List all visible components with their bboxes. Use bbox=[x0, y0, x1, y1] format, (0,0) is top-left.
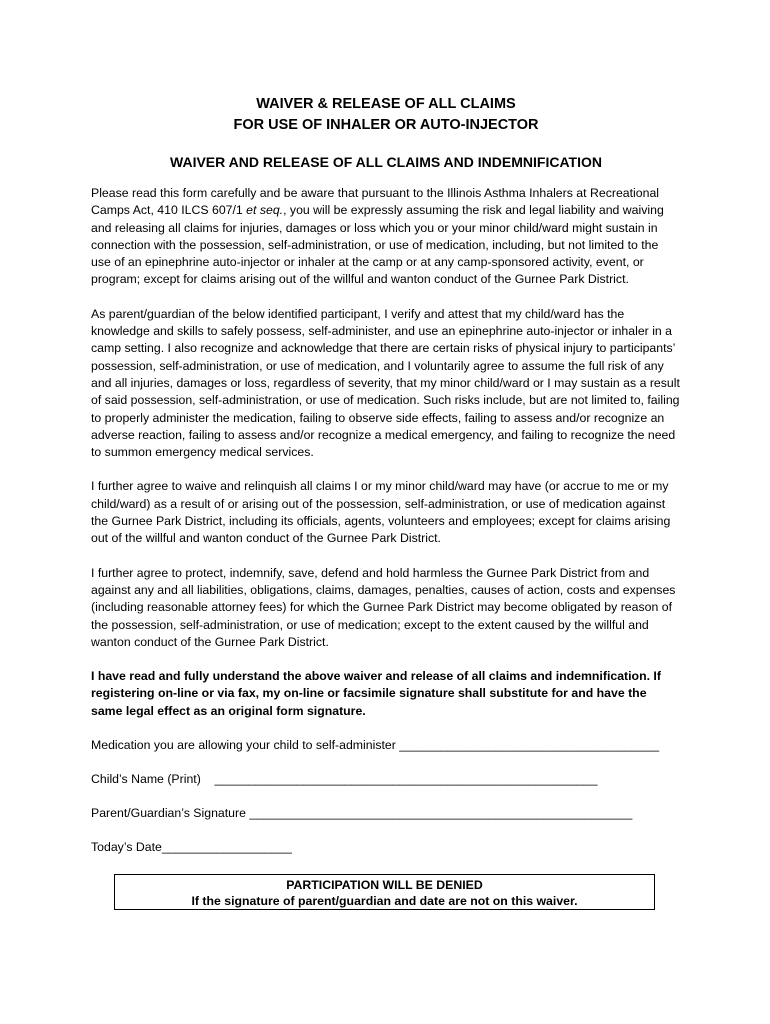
release-paragraph: I further agree to waive and relinquish all claims I or my minor child/ward may have (or accrue to me or my child/ward) as a result of or arising out of the possession, self-administration, or use of medication against the Gurnee Park District, including its officials, agents, volunteers and employees; except for claims arising out of the willful and wanton conduct of the Gurnee Park District. bbox=[91, 479, 671, 546]
signature-field bbox=[91, 805, 681, 822]
title-line-2: FOR USE OF INHALER OR AUTO-INJECTOR bbox=[233, 117, 539, 133]
attestation-paragraph: As parent/guardian of the below identified participant, I verify and attest that my child/ward has the knowledge and skills to safely possess, self-administer, and use an epinephrine auto-injector or inhaler in a camp setting. I also recognize and acknowledge that there are certain risks of physical injury to participants’ possession, self-administration, or use of medication, and I voluntarily agree to assume the full risk of any and all injuries, damages or loss, regardless of severity, that my minor child/ward or I may sustain as a result of said possession, self-administration, or use of medication. Such risks include, but are not limited to, failing to properly administer the medication, failing to observe side effects, failing to assess and/or recognize an adverse reaction, failing to assess and/or recognize a medical emergency, and failing to recognize the need to summon emergency medical services. bbox=[91, 306, 680, 460]
intro-paragraph bbox=[91, 185, 681, 289]
notice-detail: If the signature of parent/guardian and date are not on this waiver. bbox=[191, 894, 578, 908]
intro-text-start: Please read this form carefully and be aware that pursuant to the Illinois Asthma Inhalers at Recreational Camps Act, 410 ILCS 607/1 bbox=[91, 186, 660, 218]
medication-field bbox=[91, 737, 681, 754]
intro-italic-citation: et seq. bbox=[246, 203, 284, 218]
participation-notice-box bbox=[114, 874, 655, 910]
date-field bbox=[91, 839, 681, 856]
medication-input-line[interactable]: ______________________________________ bbox=[399, 738, 660, 753]
child-name-field bbox=[91, 771, 681, 788]
indemnification-paragraph: I further agree to protect, indemnify, save, defend and hold harmless the Gurnee Park District from and against any and all liabilities, obligations, claims, damages, penalties, causes of action, costs and expenses (including reasonable attorney fees) for which the Gurnee Park District may become obligated by reason of the possession, self-administration, or use of medication; except to the extent caused by the willful and wanton conduct of the Gurnee Park District. bbox=[91, 565, 676, 649]
signature-label: Parent/Guardian’s Signature bbox=[91, 806, 246, 821]
intro-text-end: , you will be expressly assuming the risk and legal liability and waiving and releasing all claims for injuries, damages or loss which you or your minor child/ward might sustain in connection with the possession, self-administration, or use of medication, including, but not limited to the use of an epinephrine auto-injector or inhaler at the camp or at any camp-sponsored activity, event, or program; except for claims arising out of the willful and wanton conduct of the Gurnee Park District. bbox=[91, 203, 664, 287]
waiver-content bbox=[91, 94, 681, 873]
medication-label: Medication you are allowing your child to self-administer bbox=[91, 738, 396, 753]
notice-heading: PARTICIPATION WILL BE DENIED bbox=[286, 878, 483, 892]
child-name-input-line[interactable]: ________________________________________________________ bbox=[214, 772, 598, 787]
document-title bbox=[91, 94, 681, 136]
title-line-1: WAIVER & RELEASE OF ALL CLAIMS bbox=[256, 96, 516, 112]
acknowledgement-paragraph: I have read and fully understand the above waiver and release of all claims and indemnification. If registering on-line or via fax, my on-line or facsimile signature shall substitute for and have the same legal effect as an original form signature. bbox=[91, 669, 661, 718]
child-name-label: Child’s Name (Print) bbox=[91, 772, 201, 787]
section-heading: WAIVER AND RELEASE OF ALL CLAIMS AND INDEMNIFICATION bbox=[170, 154, 602, 170]
signature-input-line[interactable]: ________________________________________________________ bbox=[249, 806, 633, 821]
date-label: Today’s Date bbox=[91, 840, 162, 855]
date-input-line[interactable]: ___________________ bbox=[161, 840, 292, 855]
